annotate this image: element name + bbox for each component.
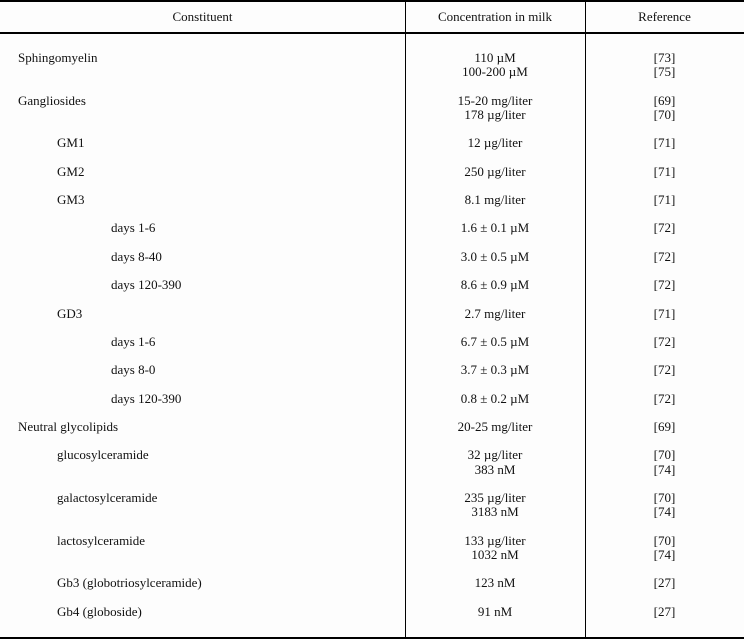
table-row [0,250,744,278]
conc-line: 123 nM [474,575,516,591]
constituent-cell: days 8-0 [111,362,156,378]
header-constituent: Constituent [172,9,233,24]
table-row [0,605,744,633]
reference-cell [585,136,744,150]
concentration-cell [405,221,585,235]
conc-line: 2.7 mg/liter [464,305,526,321]
concentration-cell [405,250,585,264]
concentration-cell [405,363,585,377]
ref-line: [70] [653,447,676,463]
table-row [0,392,744,420]
table-header-row [0,2,744,34]
table-row [0,136,744,164]
conc-line: 3183 nM [471,504,519,520]
reference-cell [585,165,744,179]
ref-line: [27] [653,603,676,619]
ref-line: [72] [653,220,676,236]
conc-line: 3.0 ± 0.5 µM [460,248,530,264]
ref-line: [71] [653,135,676,151]
table-row [0,576,744,604]
table-row [0,335,744,363]
conc-line: 32 µg/liter [467,447,523,463]
concentration-cell [405,448,585,476]
conc-line: 178 µg/liter [464,106,526,122]
reference-cell [585,448,744,476]
ref-line: [75] [653,64,676,80]
constituent-cell: lactosylceramide [57,532,146,548]
concentration-cell [405,51,585,79]
constituent-cell: Gangliosides [18,92,86,108]
concentration-cell [405,605,585,619]
conc-line: 91 nM [477,603,513,619]
ref-line: [27] [653,575,676,591]
concentration-cell [405,392,585,406]
reference-cell [585,307,744,321]
reference-cell [585,576,744,590]
ref-line: [71] [653,191,676,207]
header-concentration: Concentration in milk [437,9,553,24]
constituent-cell: days 120-390 [111,390,182,406]
table-row [0,94,744,137]
concentration-cell [405,165,585,179]
conc-line: 0.8 ± 0.2 µM [460,390,530,406]
table-row [0,278,744,306]
constituent-cell: Gb4 (globoside) [57,603,142,619]
table-row [0,420,744,448]
table-row [0,363,744,391]
reference-cell [585,363,744,377]
column-divider-1 [405,2,406,639]
header-reference: Reference [638,9,691,24]
ref-line: [74] [653,461,676,477]
conc-line: 1.6 ± 0.1 µM [460,220,530,236]
reference-cell [585,94,744,122]
conc-line: 20-25 mg/liter [457,419,533,435]
reference-cell [585,534,744,562]
constituent-cell: galactosylceramide [57,490,158,506]
conc-line: 8.1 mg/liter [464,191,526,207]
conc-line: 3.7 ± 0.3 µM [460,362,530,378]
table-row [0,534,744,577]
conc-line: 8.6 ± 0.9 µM [460,277,530,293]
table-row [0,221,744,249]
constituent-cell: days 1-6 [111,220,156,236]
constituent-cell: days 1-6 [111,333,156,349]
reference-cell [585,605,744,619]
table-row [0,165,744,193]
reference-cell [585,491,744,519]
conc-line: 12 µg/liter [467,135,523,151]
conc-line: 1032 nM [471,546,519,562]
concentration-cell [405,420,585,434]
column-divider-2 [585,2,586,639]
conc-line: 383 nM [474,461,516,477]
reference-cell [585,221,744,235]
table-row [0,307,744,335]
constituent-cell: Gb3 (globotriosylceramide) [57,575,202,591]
table-row [0,491,744,534]
ref-line: [72] [653,277,676,293]
concentration-cell [405,491,585,519]
conc-line: 235 µg/liter [464,490,526,506]
concentration-cell [405,94,585,122]
ref-line: [72] [653,333,676,349]
table-row [0,193,744,221]
constituent-cell: Sphingomyelin [18,50,98,65]
reference-cell [585,278,744,292]
ref-line: [69] [653,92,676,108]
concentration-cell [405,278,585,292]
constituent-cell: GM2 [57,163,85,179]
ref-line: [70] [653,490,676,506]
ref-line: [70] [653,532,676,548]
ref-line: [74] [653,504,676,520]
ref-line: [69] [653,419,676,435]
constituent-cell: Neutral glycolipids [18,419,119,435]
reference-cell [585,420,744,434]
constituent-cell: days 8-40 [111,248,162,264]
conc-line: 6.7 ± 0.5 µM [460,333,530,349]
ref-line: [72] [653,248,676,264]
conc-line: 250 µg/liter [464,163,526,179]
reference-cell [585,51,744,79]
table-row [0,51,744,94]
concentration-cell [405,307,585,321]
constituent-cell: GM1 [57,135,85,151]
reference-cell [585,392,744,406]
conc-line: 133 µg/liter [464,532,526,548]
reference-cell [585,335,744,349]
constituent-cell: days 120-390 [111,277,182,293]
table-row [0,448,744,491]
ref-line: [71] [653,305,676,321]
ref-line: [74] [653,546,676,562]
constituent-cell: GD3 [57,305,83,321]
concentration-cell [405,576,585,590]
concentration-cell [405,534,585,562]
concentration-cell [405,136,585,150]
constituent-cell: GM3 [57,191,85,207]
concentration-cell [405,335,585,349]
constituent-cell: glucosylceramide [57,447,149,463]
table-body [0,34,744,633]
conc-line: 15-20 mg/liter [457,92,533,108]
ref-line: [72] [653,390,676,406]
concentration-cell [405,193,585,207]
conc-line: 110 µM [474,50,516,65]
ref-line: [71] [653,163,676,179]
ref-line: [73] [653,50,676,65]
conc-line: 100-200 µM [462,64,528,80]
reference-cell [585,193,744,207]
reference-cell [585,250,744,264]
ref-line: [70] [653,106,676,122]
ref-line: [72] [653,362,676,378]
